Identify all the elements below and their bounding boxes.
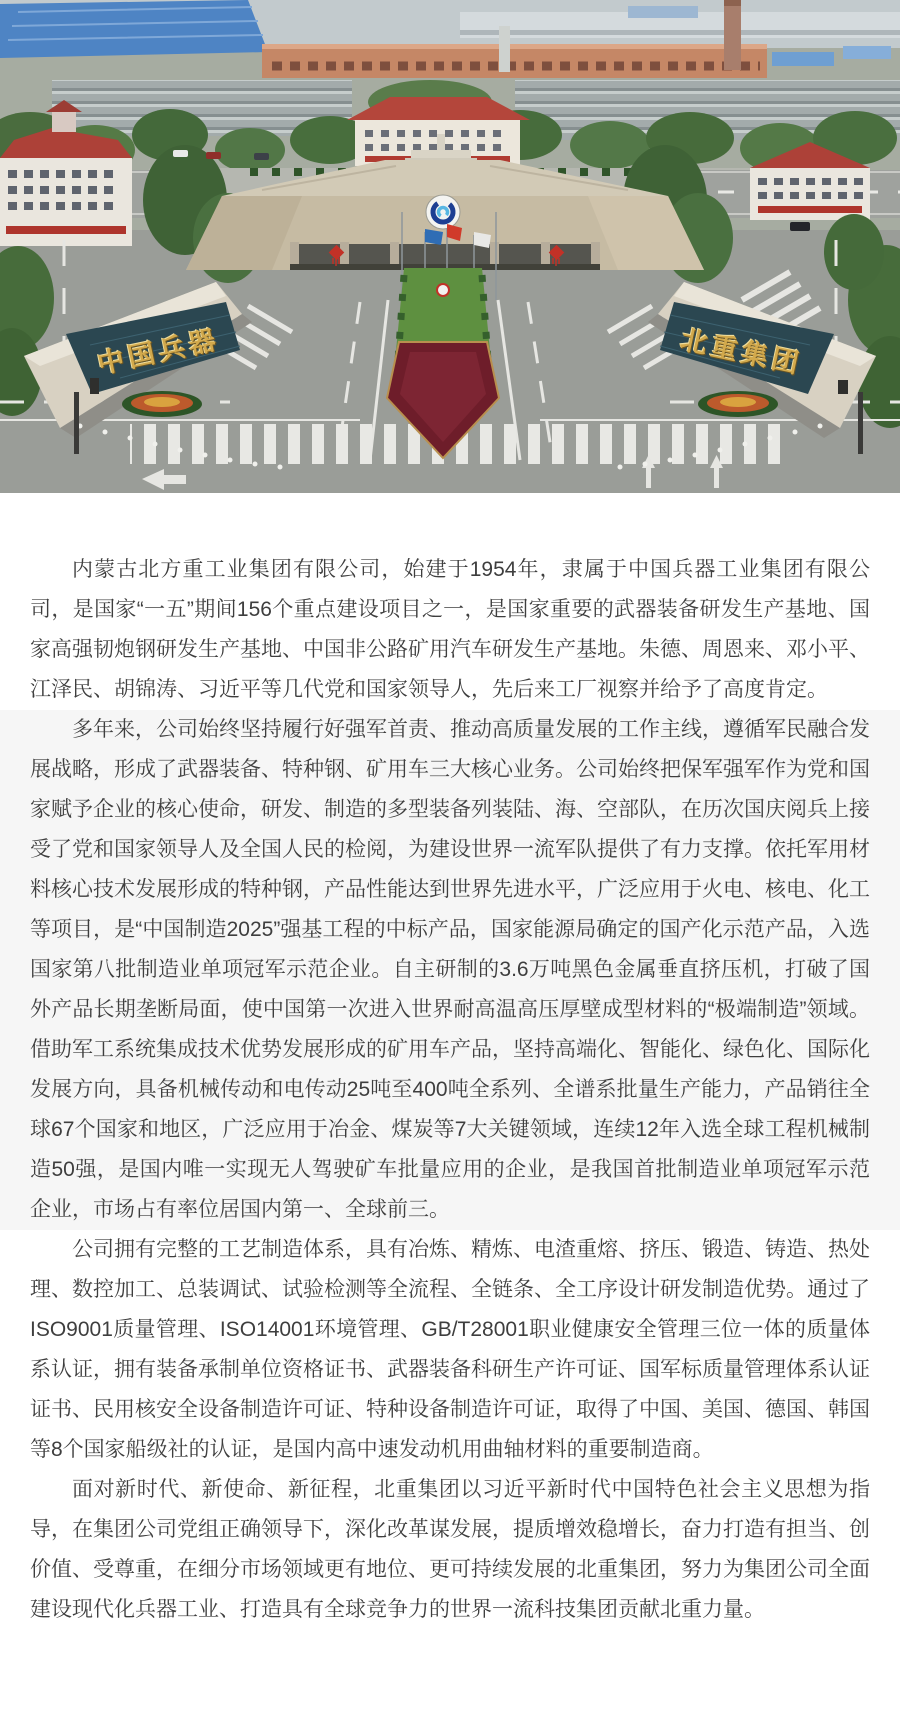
paragraph-manufacturing-system: 公司拥有完整的工艺制造体系，具有冶炼、精炼、电渣重熔、挤压、锻造、铸造、热处理、数控加工、总装调试、试验检测等全流程、全链条、全工序设计研发制造优势。通过了ISO9001质量管理、ISO14001环境管理、GB/T28001职业健康安全管理三位一体的质量体系认证，拥有装备承制单位资格证书、武器装备科研生产许可证、国军标质量管理体系认证证书、民用核安全设备制造许可证、特种设备制造许可证，取得了中国、美国、德国、韩国等8个国家船级社的认证，是国内高中速发动机用曲轴材料的重要制造商。 [30,1238,870,1461]
right-gate-sign-text: 北重集团 [677,324,806,380]
paragraph-core-business: 多年来，公司始终坚持履行好强军首责、推动高质量发展的工作主线，遵循军民融合发展战略，形成了武器装备、特种钢、矿用车三大核心业务。公司始终把保军强军作为党和国家赋予企业的核心使命，研发、制造的多型装备列装陆、海、空部队，在历次国庆阅兵上接受了党和国家领导人及全国人民的检阅，为建设世界一流军队提供了有力支撑。依托军用材料核心技术发展形成的特种钢，产品性能达到世界先进水平，广泛应用于火电、核电、化工等项目，是“中国制造2025”强基工程的中标产品，国家能源局确定的国产化示范产品，入选国家第八批制造业单项冠军示范企业。自主研制的3.6万吨黑色金属垂直挤压机，打破了国外产品长期垄断局面，使中国第一次进入世界耐高温高压厚壁成型材料的“极端制造”领域。借助军工系统集成技术优势发展形成的矿用车产品，坚持高端化、智能化、绿色化、国际化发展方向，具备机械传动和电传动25吨至400吨全系列、全谱系批量生产能力，产品销往全球67个国家和地区，广泛应用于冶金、煤炭等7大关键领域，连续12年入选全球工程机械制造50强，是国内唯一实现无人驾驶矿车批量应用的企业，是我国首批制造业单项冠军示范企业，市场占有率位居国内第一、全球前三。 [0,710,900,1230]
company-logo-icon [426,195,460,229]
left-gate-sign-text: 中国兵器 [94,324,223,380]
hero-photo [0,0,900,493]
paragraph-new-era-mission: 面对新时代、新使命、新征程，北重集团以习近平新时代中国特色社会主义思想为指导，在集团公司党组正确领导下，深化改革谋发展，提质增效稳增长，奋力打造有担当、创价值、受尊重，在细分市场领域更有地位、更可持续发展的北重集团，努力为集团公司全面建设现代化兵器工业、打造具有全球竞争力的世界一流科技集团贡献北重力量。 [30,1478,870,1621]
aerial-illustration [0,0,900,493]
paragraph-company-history: 内蒙古北方重工业集团有限公司，始建于1954年，隶属于中国兵器工业集团有限公司，是国家“一五”期间156个重点建设项目之一，是国家重要的武器装备研发生产基地、国家高强韧炮钢研发生产基地、中国非公路矿用汽车研发生产基地。朱德、周恩来、邓小平、江泽民、胡锦涛、习近平等几代党和国家领导人，先后来工厂视察并给予了高度肯定。 [30,558,870,701]
company-introduction-article [0,493,900,1630]
